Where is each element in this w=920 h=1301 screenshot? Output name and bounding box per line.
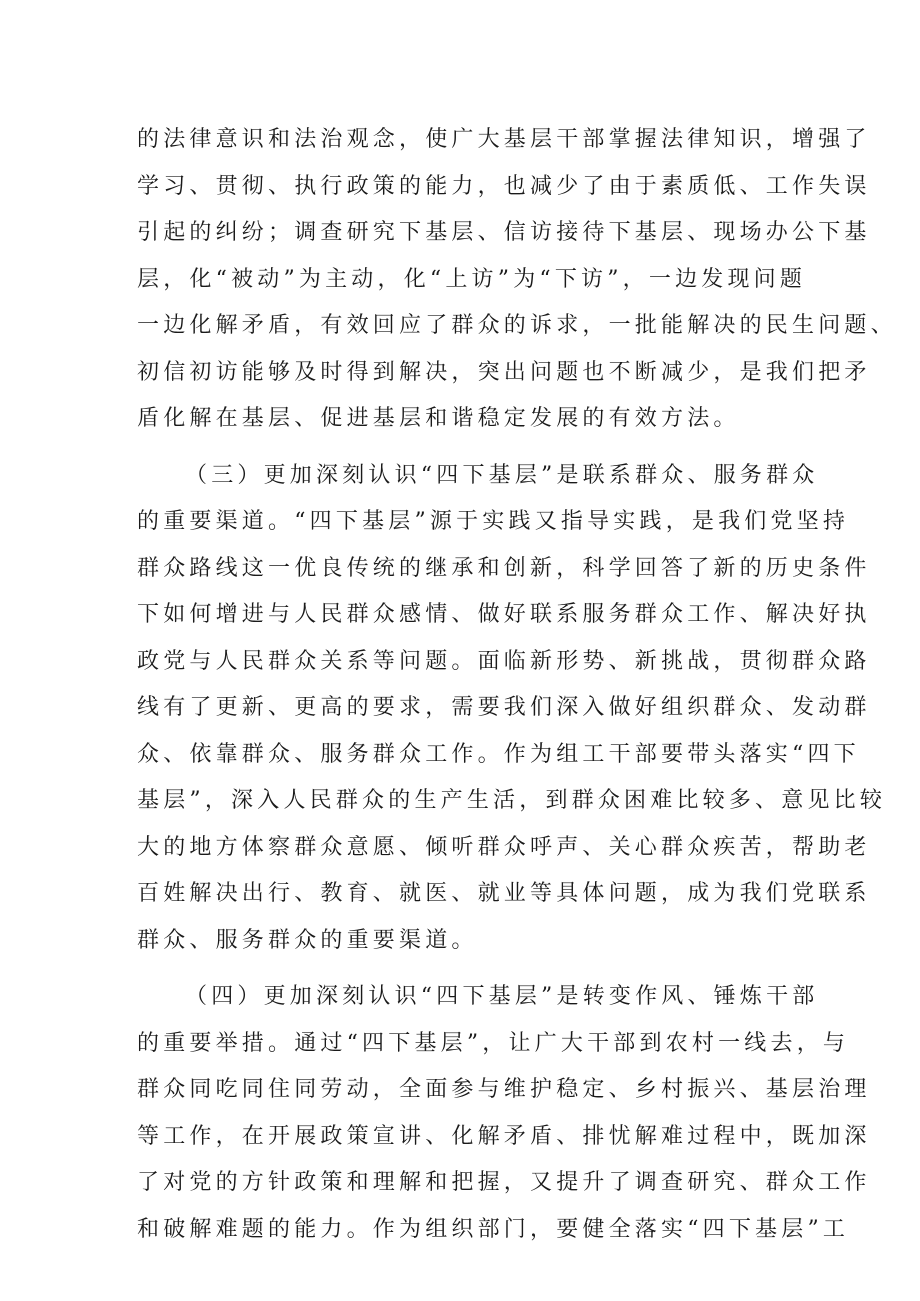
text-line: 引起的纠纷；调查研究下基层、信访接待下基层、现场办公下基 bbox=[137, 220, 871, 245]
text-line: 的重要举措。通过“四下基层”，让广大干部到农村一线去，与 bbox=[137, 1030, 850, 1056]
text-line: 学习、贯彻、执行政策的能力，也减少了由于素质低、工作失误 bbox=[137, 173, 871, 199]
text-line: 政党与人民群众关系等问题。面临新形势、新挑战，贯彻群众路 bbox=[137, 648, 871, 674]
text-line: 众、依靠群众、服务群众工作。作为组工干部要带头落实“四下 bbox=[137, 741, 860, 767]
text-line: 一边化解矛盾，有效回应了群众的诉求，一批能解决的民生问题、 bbox=[137, 313, 897, 338]
paragraph-section-three bbox=[137, 453, 887, 965]
text-line: 群众、服务群众的重要渠道。 bbox=[137, 927, 478, 953]
text-line: 等工作，在开展政策宣讲、化解矛盾、排忧解难过程中，既加深 bbox=[137, 1123, 871, 1149]
text-line: 的重要渠道。“四下基层”源于实践又指导实践，是我们党坚持 bbox=[137, 509, 850, 534]
paragraph-section-four bbox=[137, 974, 871, 1253]
text-line: 基层”，深入人民群众的生产生活，到群众困难比较多、意见比较 bbox=[137, 788, 887, 813]
paragraph-continuation bbox=[137, 117, 897, 443]
text-line: 群众同吃同住同劳动，全面参与维护稳定、乡村振兴、基层治理 bbox=[137, 1077, 871, 1102]
text-line: 了对党的方针政策和理解和把握，又提升了调查研究、群众工作 bbox=[137, 1170, 871, 1195]
text-line: 大的地方体察群众意愿、倾听群众呼声、关心群众疾苦，帮助老 bbox=[137, 834, 871, 860]
text-line: 下如何增进与人民群众感情、做好联系服务群众工作、解决好执 bbox=[137, 602, 871, 627]
text-line: 盾化解在基层、促进基层和谐稳定发展的有效方法。 bbox=[137, 406, 740, 431]
text-line: 层，化“被动”为主动，化“上访”为“下访”，一边发现问题 bbox=[137, 266, 807, 292]
text-line: 的法律意识和法治观念，使广大基层干部掌握法律知识，增强了 bbox=[137, 127, 871, 152]
document-body bbox=[137, 117, 897, 1253]
section-heading-line: （三）更加深刻认识“四下基层”是联系群众、服务群众 bbox=[185, 462, 819, 488]
text-line: 线有了更新、更高的要求，需要我们深入做好组织群众、发动群 bbox=[137, 695, 871, 720]
section-heading-line: （四）更加深刻认识“四下基层”是转变作风、锤炼干部 bbox=[185, 984, 819, 1009]
text-line: 群众路线这一优良传统的继承和创新，科学回答了新的历史条件 bbox=[137, 555, 871, 581]
text-line: 初信初访能够及时得到解决，突出问题也不断减少，是我们把矛 bbox=[137, 359, 871, 385]
text-line: 百姓解决出行、教育、就医、就业等具体问题，成为我们党联系 bbox=[137, 881, 871, 906]
text-line: 和破解难题的能力。作为组织部门，要健全落实“四下基层”工 bbox=[137, 1216, 850, 1242]
